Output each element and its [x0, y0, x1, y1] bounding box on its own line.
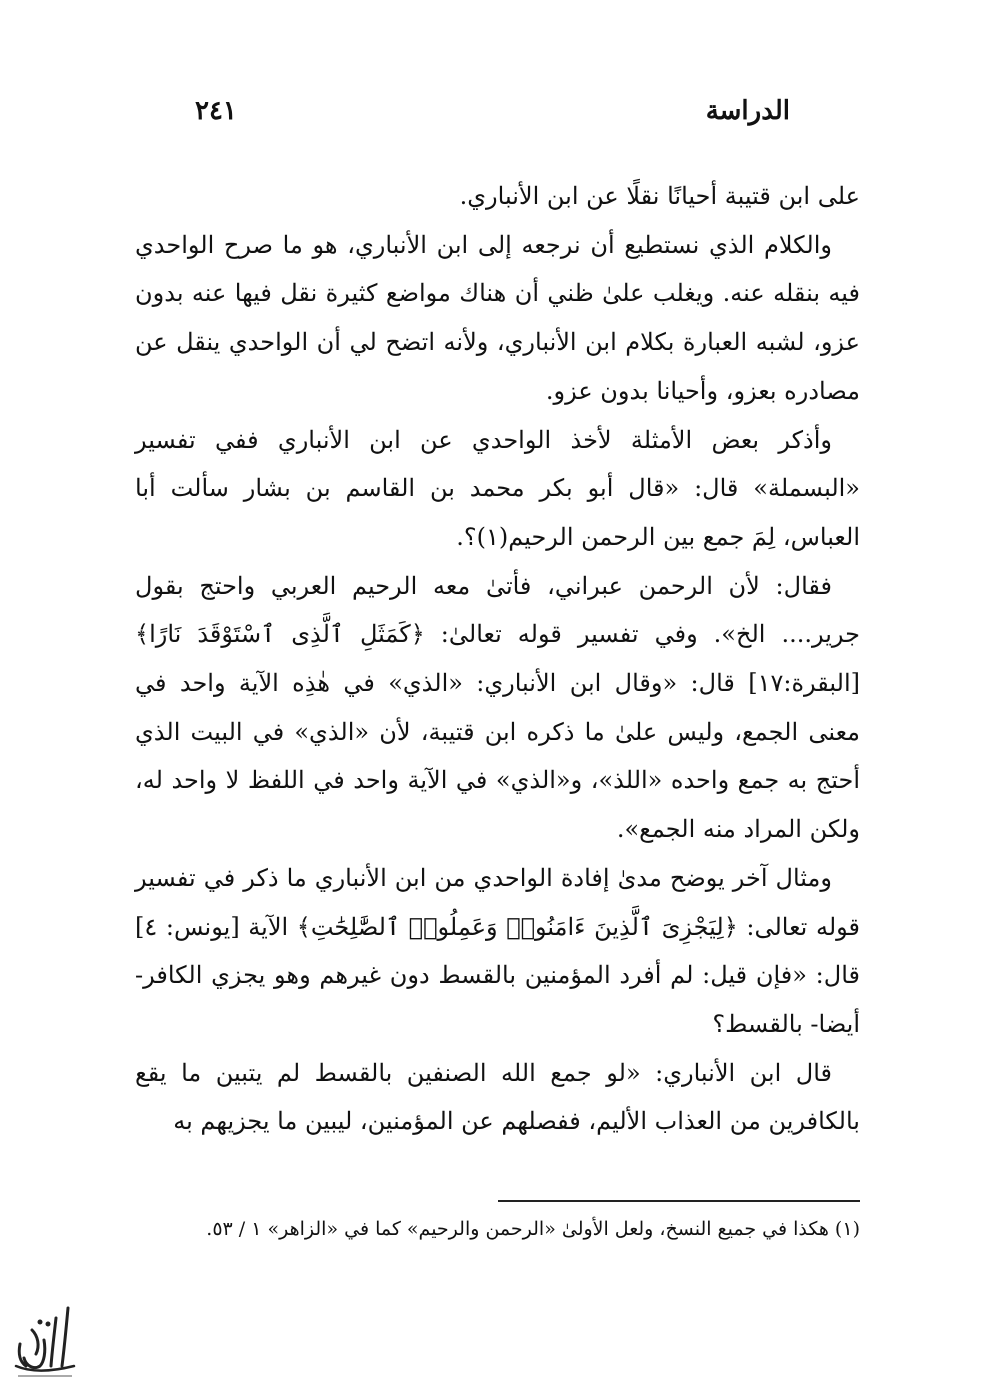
paragraph-1: على ابن قتيبة أحيانًا نقلًا عن ابن الأنباري. — [459, 182, 860, 210]
main-text — [135, 172, 860, 1146]
footnote: (١) هكذا في جميع النسخ، ولعل الأولىٰ «الرحمن والرحيم» كما في «الزاهر» ١ / ٥٣. — [206, 1218, 860, 1240]
page-number: ٢٤١ — [195, 96, 237, 126]
paragraph-3: وأذكر بعض الأمثلة لأخذ الواحدي عن ابن الأنباري ففي تفسير «البسملة» قال: «قال أبو بكر محمد بن القاسم بن بشار سألت أبا العباس، لِمَ جمع بين الرحمن الرحيم(١)؟. — [135, 425, 860, 551]
page-header — [195, 96, 790, 146]
publisher-logo — [10, 1300, 80, 1382]
footnote-divider — [498, 1200, 860, 1202]
paragraph-6: قال ابن الأنباري: «لو جمع الله الصنفين بالقسط لم يتبين ما يقع بالكافرين من العذاب الأليم، ففصلهم عن المؤمنين، ليبين ما يجزيهم به — [135, 1058, 860, 1136]
paragraph-5: ومثال آخر يوضح مدىٰ إفادة الواحدي من ابن الأنباري ما ذكر في تفسير قوله تعالى: ﴿لِيَجْزِىَ ٱلَّذِينَ ءَامَنُوا۟ وَعَمِلُوا۟ ٱلصَّٰلِحَٰتِ﴾ الآية [يونس: ٤] قال: «فإن قيل: لم أفرد المؤمنين بالقسط دون غيرهم وهو يجزي الكافر- أيضا- بالقسط؟ — [135, 863, 860, 1038]
paragraph-2: والكلام الذي نستطيع أن نرجعه إلى ابن الأنباري، هو ما صرح الواحدي فيه بنقله عنه. ويغلب علىٰ ظني أن هناك مواضع كثيرة نقل فيها عنه بدون عزو، لشبه العبارة بكلام ابن الأنباري، ولأنه اتضح لي أن الواحدي ينقل عن مصادره بعزو، وأحيانا بدون عزو. — [135, 230, 860, 405]
paragraph-4: فقال: لأن الرحمن عبراني، فأتىٰ معه الرحيم العربي واحتج بقول جرير.... الخ». وفي تفسير قوله تعالىٰ: ﴿كَمَثَلِ ٱلَّذِى ٱسْتَوْقَدَ نَارًا﴾ [البقرة:١٧] قال: «وقال ابن الأنباري: «الذي» في هٰذِه الآية واحد في معنى الجمع، وليس علىٰ ما ذكره ابن قتيبة، لأن «الذي» في البيت الذي أحتج به جمع واحده «اللذ»، و«الذي» في الآية واحد في اللفظ لا واحد له، ولكن المراد منه الجمع». — [135, 571, 860, 844]
running-title: الدراسة — [705, 96, 790, 126]
